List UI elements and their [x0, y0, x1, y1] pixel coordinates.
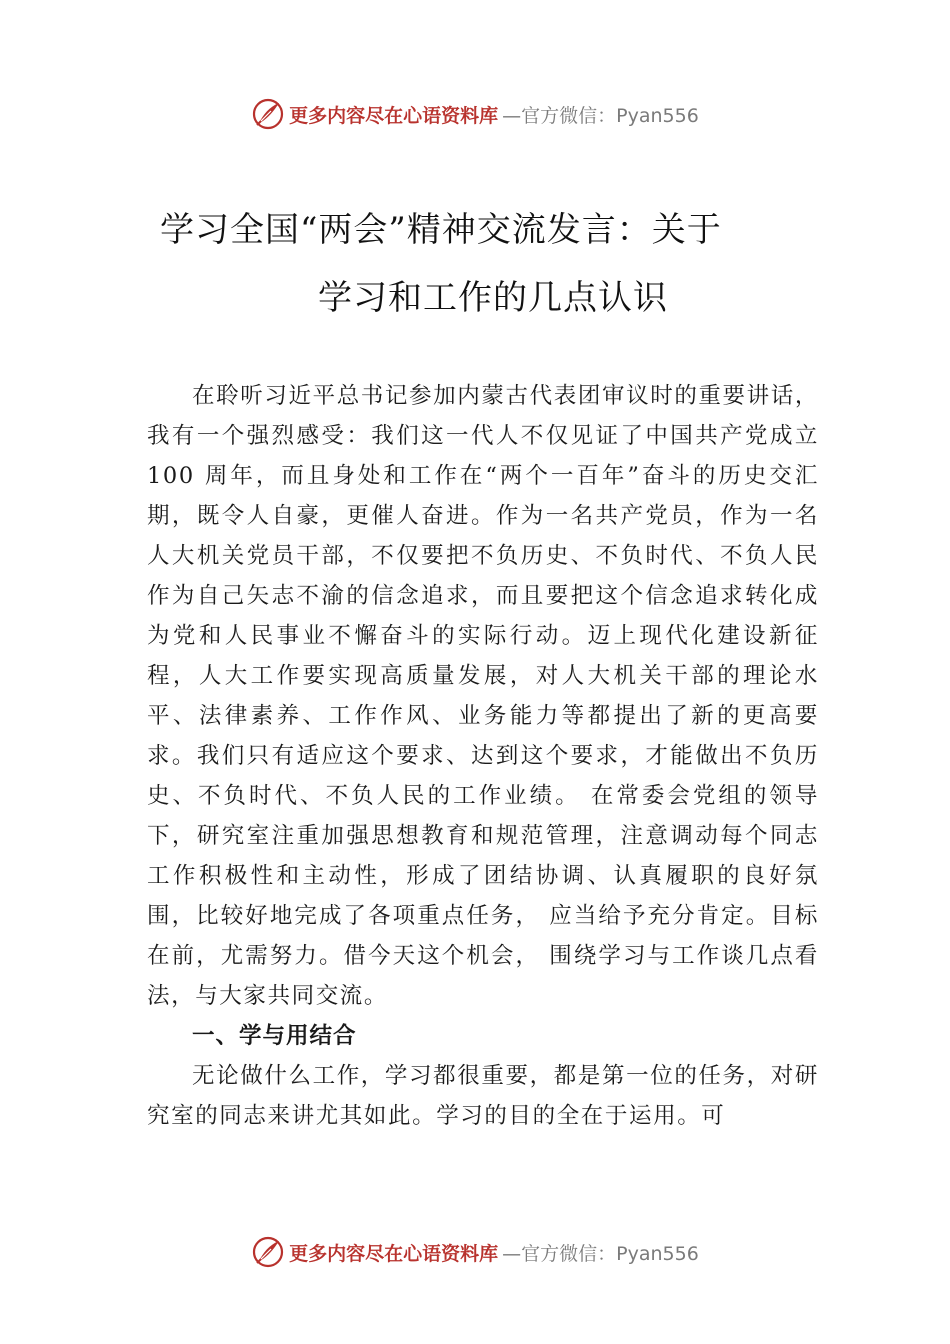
feather-quill-logo-icon	[251, 1235, 285, 1269]
section-heading-1: 一、学与用结合	[192, 1023, 357, 1049]
paragraph-intro: 在聆听习近平总书记参加内蒙古代表团审议时的重要讲话，我有一个强烈感受：我们这一代人不仅见证了中国共产党成立 100 周年，而且身处和工作在“两个一百年”奋斗的历史交汇期，既令人自豪，更催人奋进。作为一名共产党员，作为一名人大机关党员干部，不仅要把不负历史、不负时代、不负人民作为自己矢志不渝的信念追求，而且要把这个信念追求转化成为党和人民事业不懈奋斗的实际行动。迈上现代化建设新征程，人大工作要实现高质量发展，对人大机关干部的理论水平、法律素养、工作作风、业务能力等都提出了新的更高要求。我们只有适应这个要求、达到这个要求，才能做出不负历史、不负时代、不负人民的工作业绩。 在常委会党组的领导下，研究室注重加强思想教育和规范管理，注意调动每个同志工作积极性和主动性，形成了团结协调、认真履职的良好氛围，比较好地完成了各项重点任务， 应当给予充分肯定。目标在前，尤需努力。借今天这个机会， 围绕学习与工作谈几点看法，与大家共同交流。	[147, 383, 819, 1009]
header-watermark-banner	[0, 94, 950, 134]
document-title-line-1: 学习全国“两会”精神交流发言：关于	[160, 210, 722, 250]
document-title-line-2: 学习和工作的几点认识	[318, 278, 668, 318]
document-body	[147, 376, 819, 1136]
banner-red-text: 更多内容尽在心语资料库	[289, 1242, 499, 1265]
paragraph-section-1: 无论做什么工作，学习都很重要，都是第一位的任务，对研究室的同志来讲尤其如此。学习的目的全在于运用。可	[147, 1063, 819, 1129]
banner-gray-text: —官方微信：Pyan556	[502, 1242, 699, 1265]
footer-watermark-banner	[0, 1232, 950, 1272]
banner-red-text: 更多内容尽在心语资料库	[289, 104, 499, 127]
banner-gray-text: —官方微信：Pyan556	[502, 104, 699, 127]
feather-quill-logo-icon	[251, 97, 285, 131]
